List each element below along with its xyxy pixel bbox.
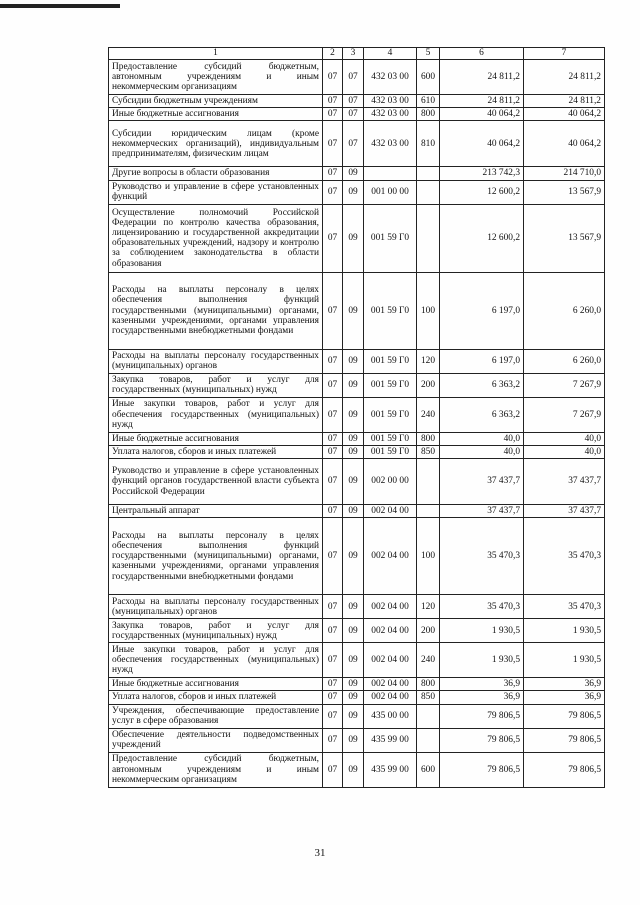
row-target-article: 001 00 00 — [364, 180, 417, 204]
row-amount-year1: 36,9 — [440, 691, 524, 704]
row-name: Субсидии юридическим лицам (кроме некоммерческих организаций), индивидуальным предпринимателям, физическим лицам — [109, 121, 323, 167]
row-subsection: 09 — [343, 459, 364, 505]
row-subsection: 09 — [343, 445, 364, 458]
row-amount-year2: 13 567,9 — [524, 204, 605, 272]
row-expense-type — [417, 180, 440, 204]
table-row — [109, 459, 605, 505]
row-subsection: 09 — [343, 595, 364, 619]
row-subsection: 09 — [343, 349, 364, 373]
row-subsection: 09 — [343, 619, 364, 643]
row-section: 07 — [323, 204, 343, 272]
row-amount-year2: 1 930,5 — [524, 643, 605, 678]
row-target-article: 002 04 00 — [364, 518, 417, 595]
table-row — [109, 691, 605, 704]
row-section: 07 — [323, 167, 343, 180]
row-name: Учреждения, обеспечивающие предоставление услуг в сфере образования — [109, 704, 323, 728]
header-col-7: 7 — [524, 48, 605, 60]
row-name: Осуществление полномочий Российской Федерации по контролю качества образования, лицензированию и государственной аккредитации образовательных учреждений, надзору и контролю за соблюдением законодательства в области образования — [109, 204, 323, 272]
row-name: Расходы на выплаты персоналу в целях обеспечения выполнения функций государственными (муниципальными) органами, казенными учреждениями, органами управления государственными внебюджетными фондами — [109, 272, 323, 349]
row-name: Расходы на выплаты персоналу государственных (муниципальных) органов — [109, 595, 323, 619]
table-row — [109, 272, 605, 349]
row-expense-type: 610 — [417, 95, 440, 108]
row-name: Иные бюджетные ассигнования — [109, 678, 323, 691]
row-amount-year2: 7 267,9 — [524, 397, 605, 432]
row-expense-type: 100 — [417, 518, 440, 595]
table-row — [109, 167, 605, 180]
table-row — [109, 108, 605, 121]
header-col-2: 2 — [323, 48, 343, 60]
row-section: 07 — [323, 432, 343, 445]
table-row — [109, 445, 605, 458]
row-expense-type: 850 — [417, 691, 440, 704]
header-col-6: 6 — [440, 48, 524, 60]
row-name: Обеспечение деятельности подведомственных учреждений — [109, 728, 323, 752]
row-section: 07 — [323, 397, 343, 432]
row-name: Закупка товаров, работ и услуг для государственных (муниципальных) нужд — [109, 619, 323, 643]
table-row — [109, 643, 605, 678]
row-name: Иные закупки товаров, работ и услуг для обеспечения государственных (муниципальных) нужд — [109, 397, 323, 432]
table-row — [109, 505, 605, 518]
row-amount-year2: 40,0 — [524, 432, 605, 445]
row-expense-type — [417, 204, 440, 272]
row-name: Руководство и управление в сфере установленных функций органов государственной власти субъекта Российской Федерации — [109, 459, 323, 505]
row-amount-year1: 37 437,7 — [440, 505, 524, 518]
row-target-article: 002 04 00 — [364, 643, 417, 678]
row-amount-year1: 6 197,0 — [440, 349, 524, 373]
row-subsection: 09 — [343, 728, 364, 752]
row-amount-year2: 36,9 — [524, 678, 605, 691]
row-name: Закупка товаров, работ и услуг для государственных (муниципальных) нужд — [109, 373, 323, 397]
row-expense-type: 600 — [417, 60, 440, 95]
row-target-article: 001 59 Г0 — [364, 349, 417, 373]
row-subsection: 07 — [343, 121, 364, 167]
row-expense-type: 800 — [417, 678, 440, 691]
row-amount-year1: 24 811,2 — [440, 95, 524, 108]
header-col-5: 5 — [417, 48, 440, 60]
row-section: 07 — [323, 752, 343, 787]
row-amount-year2: 35 470,3 — [524, 595, 605, 619]
row-target-article: 002 04 00 — [364, 619, 417, 643]
table-row — [109, 619, 605, 643]
header-col-4: 4 — [364, 48, 417, 60]
row-amount-year1: 40,0 — [440, 432, 524, 445]
table-body — [109, 60, 605, 788]
row-amount-year2: 24 811,2 — [524, 60, 605, 95]
row-section: 07 — [323, 691, 343, 704]
row-expense-type: 810 — [417, 121, 440, 167]
row-target-article: 435 00 00 — [364, 704, 417, 728]
row-name: Предоставление субсидий бюджетным, автономным учреждениям и иным некоммерческим организациям — [109, 60, 323, 95]
row-target-article: 001 59 Г0 — [364, 204, 417, 272]
row-section: 07 — [323, 349, 343, 373]
row-name: Другие вопросы в области образования — [109, 167, 323, 180]
row-section: 07 — [323, 95, 343, 108]
row-target-article: 001 59 Г0 — [364, 397, 417, 432]
table-row — [109, 678, 605, 691]
row-target-article: 435 99 00 — [364, 728, 417, 752]
row-amount-year1: 40 064,2 — [440, 121, 524, 167]
row-target-article — [364, 167, 417, 180]
row-expense-type: 200 — [417, 373, 440, 397]
row-target-article: 002 04 00 — [364, 691, 417, 704]
row-amount-year2: 6 260,0 — [524, 349, 605, 373]
row-section: 07 — [323, 619, 343, 643]
row-target-article: 002 04 00 — [364, 505, 417, 518]
row-target-article: 435 99 00 — [364, 752, 417, 787]
row-expense-type — [417, 704, 440, 728]
row-amount-year1: 35 470,3 — [440, 595, 524, 619]
row-name: Предоставление субсидий бюджетным, автономным учреждениям и иным некоммерческим организациям — [109, 752, 323, 787]
row-name: Центральный аппарат — [109, 505, 323, 518]
row-amount-year2: 214 710,0 — [524, 167, 605, 180]
row-amount-year1: 12 600,2 — [440, 204, 524, 272]
row-amount-year1: 1 930,5 — [440, 643, 524, 678]
page-number: 31 — [314, 847, 326, 859]
row-subsection: 09 — [343, 204, 364, 272]
row-target-article: 002 04 00 — [364, 595, 417, 619]
row-amount-year1: 35 470,3 — [440, 518, 524, 595]
row-name: Иные бюджетные ассигнования — [109, 432, 323, 445]
row-expense-type: 600 — [417, 752, 440, 787]
row-target-article: 001 59 Г0 — [364, 272, 417, 349]
row-name: Расходы на выплаты персоналу государственных (муниципальных) органов — [109, 349, 323, 373]
row-target-article: 432 03 00 — [364, 108, 417, 121]
row-section: 07 — [323, 121, 343, 167]
row-amount-year1: 6 197,0 — [440, 272, 524, 349]
row-expense-type: 850 — [417, 445, 440, 458]
row-section: 07 — [323, 704, 343, 728]
row-target-article: 432 03 00 — [364, 60, 417, 95]
row-amount-year2: 79 806,5 — [524, 752, 605, 787]
row-section: 07 — [323, 373, 343, 397]
row-section: 07 — [323, 272, 343, 349]
row-amount-year1: 6 363,2 — [440, 397, 524, 432]
row-section: 07 — [323, 678, 343, 691]
row-section: 07 — [323, 459, 343, 505]
row-target-article: 001 59 Г0 — [364, 445, 417, 458]
table-row — [109, 518, 605, 595]
row-expense-type: 800 — [417, 108, 440, 121]
row-name: Расходы на выплаты персоналу в целях обеспечения выполнения функций государственными (муниципальными) органами, казенными учреждениями, органами управления государственными внебюджетными фондами — [109, 518, 323, 595]
table-row — [109, 728, 605, 752]
row-amount-year2: 1 930,5 — [524, 619, 605, 643]
row-amount-year2: 13 567,9 — [524, 180, 605, 204]
row-expense-type: 200 — [417, 619, 440, 643]
row-name: Иные закупки товаров, работ и услуг для обеспечения государственных (муниципальных) нужд — [109, 643, 323, 678]
row-subsection: 09 — [343, 180, 364, 204]
row-name: Уплата налогов, сборов и иных платежей — [109, 691, 323, 704]
budget-table — [108, 47, 605, 788]
header-col-3: 3 — [343, 48, 364, 60]
row-name: Уплата налогов, сборов и иных платежей — [109, 445, 323, 458]
row-subsection: 07 — [343, 108, 364, 121]
row-section: 07 — [323, 180, 343, 204]
row-name: Субсидии бюджетным учреждениям — [109, 95, 323, 108]
row-amount-year1: 40 064,2 — [440, 108, 524, 121]
row-subsection: 09 — [343, 518, 364, 595]
row-amount-year1: 1 930,5 — [440, 619, 524, 643]
row-expense-type: 240 — [417, 397, 440, 432]
table-row — [109, 121, 605, 167]
row-section: 07 — [323, 595, 343, 619]
row-subsection: 09 — [343, 167, 364, 180]
table-row — [109, 349, 605, 373]
row-section: 07 — [323, 518, 343, 595]
row-subsection: 07 — [343, 95, 364, 108]
row-expense-type — [417, 167, 440, 180]
row-section: 07 — [323, 505, 343, 518]
row-name: Иные бюджетные ассигнования — [109, 108, 323, 121]
table-row — [109, 204, 605, 272]
row-amount-year1: 40,0 — [440, 445, 524, 458]
table-row — [109, 704, 605, 728]
row-amount-year1: 213 742,3 — [440, 167, 524, 180]
row-amount-year2: 6 260,0 — [524, 272, 605, 349]
row-section: 07 — [323, 108, 343, 121]
row-target-article: 002 04 00 — [364, 678, 417, 691]
row-name: Руководство и управление в сфере установленных функций — [109, 180, 323, 204]
row-amount-year1: 79 806,5 — [440, 752, 524, 787]
row-subsection: 09 — [343, 678, 364, 691]
row-expense-type: 240 — [417, 643, 440, 678]
table-row — [109, 397, 605, 432]
row-subsection: 09 — [343, 272, 364, 349]
top-rule — [0, 4, 120, 8]
row-section: 07 — [323, 60, 343, 95]
row-target-article: 002 00 00 — [364, 459, 417, 505]
row-amount-year2: 79 806,5 — [524, 704, 605, 728]
row-amount-year2: 7 267,9 — [524, 373, 605, 397]
row-expense-type: 120 — [417, 349, 440, 373]
row-subsection: 09 — [343, 752, 364, 787]
row-amount-year2: 35 470,3 — [524, 518, 605, 595]
table-row — [109, 432, 605, 445]
row-expense-type: 800 — [417, 432, 440, 445]
row-expense-type — [417, 505, 440, 518]
row-amount-year2: 40,0 — [524, 445, 605, 458]
row-section: 07 — [323, 445, 343, 458]
row-subsection: 09 — [343, 373, 364, 397]
row-amount-year2: 79 806,5 — [524, 728, 605, 752]
row-target-article: 001 59 Г0 — [364, 432, 417, 445]
header-col-1: 1 — [109, 48, 323, 60]
row-subsection: 09 — [343, 505, 364, 518]
row-expense-type — [417, 728, 440, 752]
table-row — [109, 373, 605, 397]
row-target-article: 432 03 00 — [364, 121, 417, 167]
row-amount-year1: 12 600,2 — [440, 180, 524, 204]
row-subsection: 09 — [343, 397, 364, 432]
row-amount-year2: 40 064,2 — [524, 108, 605, 121]
row-subsection: 09 — [343, 432, 364, 445]
table-row — [109, 95, 605, 108]
row-amount-year2: 37 437,7 — [524, 459, 605, 505]
row-amount-year1: 24 811,2 — [440, 60, 524, 95]
row-section: 07 — [323, 728, 343, 752]
row-subsection: 07 — [343, 60, 364, 95]
row-subsection: 09 — [343, 643, 364, 678]
row-amount-year1: 6 363,2 — [440, 373, 524, 397]
row-amount-year1: 37 437,7 — [440, 459, 524, 505]
row-amount-year1: 79 806,5 — [440, 728, 524, 752]
row-subsection: 09 — [343, 704, 364, 728]
row-expense-type — [417, 459, 440, 505]
row-target-article: 001 59 Г0 — [364, 373, 417, 397]
table-row — [109, 180, 605, 204]
row-amount-year2: 24 811,2 — [524, 95, 605, 108]
table-row — [109, 595, 605, 619]
row-section: 07 — [323, 643, 343, 678]
row-amount-year1: 36,9 — [440, 678, 524, 691]
row-subsection: 09 — [343, 691, 364, 704]
row-expense-type: 120 — [417, 595, 440, 619]
table-row — [109, 752, 605, 787]
row-target-article: 432 03 00 — [364, 95, 417, 108]
row-amount-year1: 79 806,5 — [440, 704, 524, 728]
row-expense-type: 100 — [417, 272, 440, 349]
table-row — [109, 60, 605, 95]
row-amount-year2: 37 437,7 — [524, 505, 605, 518]
row-amount-year2: 36,9 — [524, 691, 605, 704]
header-row — [109, 48, 605, 60]
row-amount-year2: 40 064,2 — [524, 121, 605, 167]
